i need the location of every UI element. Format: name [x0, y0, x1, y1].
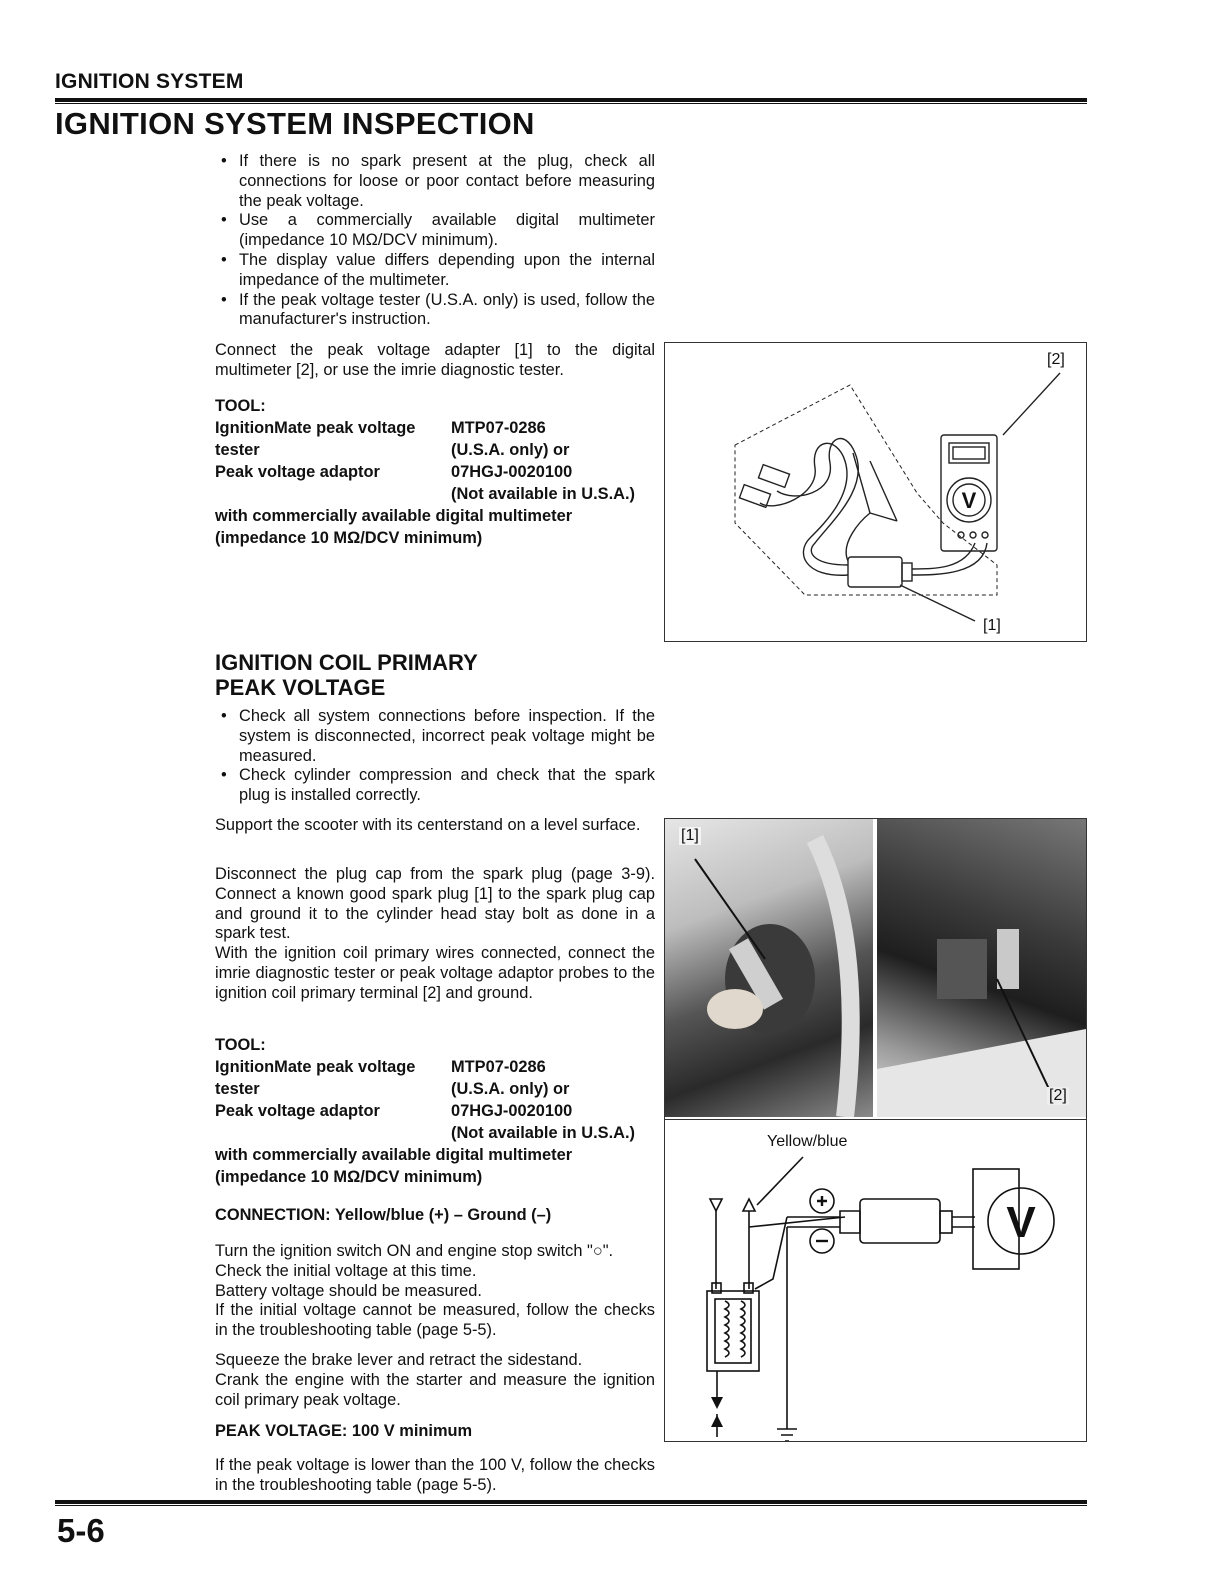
tool-number: MTP07-0286 [451, 1058, 546, 1076]
intro-bullet-list [215, 152, 655, 330]
coil-bullet-list [215, 707, 655, 806]
connection-spec: CONNECTION: Yellow/blue (+) – Ground (–) [215, 1206, 552, 1224]
tool-name: IgnitionMate peak voltage [215, 1058, 416, 1076]
text-line: Check the initial voltage at this time. [215, 1261, 477, 1280]
subsection-title-line: IGNITION COIL PRIMARY [215, 650, 478, 675]
photo-coil-terminal [877, 819, 1086, 1117]
connect-paragraph: Connect the peak voltage adapter [1] to the digital multimeter [2], or use the imrie diagnostic tester. [215, 341, 655, 379]
lower-paragraph: If the peak voltage is lower than the 100 V, follow the checks in the troubleshooting table (page 5-5). [215, 1456, 655, 1494]
tool-block-2 [215, 1034, 655, 1188]
text-line: Turn the ignition switch ON and engine stop switch "○". [215, 1242, 614, 1260]
list-item: • If there is no spark present at the plug, check all connections for loose or poor contact before measuring the peak voltage. [215, 152, 655, 211]
tool-name: tester [215, 441, 260, 459]
figure-label: [1] [681, 827, 699, 844]
tool-note: (U.S.A. only) or [451, 441, 570, 459]
disconnect-paragraph: Disconnect the plug cap from the spark plug (page 3-9). Connect a known good spark plug [1] to the spark plug cap and ground it to the cylinder head stay bolt as done in a spark test. [215, 865, 655, 943]
page-number: 5-6 [57, 1512, 105, 1549]
tool-note: (Not available in U.S.A.) [451, 485, 635, 503]
header-rule-thin [55, 103, 1087, 104]
figure-label: [1] [983, 617, 1001, 634]
squeeze-paragraph [215, 1351, 655, 1410]
text-line: Battery voltage should be measured. [215, 1281, 482, 1300]
tool-name: Peak voltage adaptor [215, 1102, 380, 1120]
list-item: • Use a commercially available digital multimeter (impedance 10 MΩ/DCV minimum). [215, 211, 655, 251]
list-item: • Check cylinder compression and check that the spark plug is installed correctly. [215, 766, 655, 806]
tool-note: with commercially available digital multimeter [215, 1146, 573, 1164]
tool-note: (impedance 10 MΩ/DCV minimum) [215, 529, 483, 547]
footer-rule [55, 1500, 1087, 1504]
list-item: • If the peak voltage tester (U.S.A. only) is used, follow the manufacturer's instruction. [215, 291, 655, 331]
multimeter-illustration [665, 343, 1086, 641]
text-line: Crank the engine with the starter and measure the ignition coil primary peak voltage. [215, 1370, 655, 1409]
tool-name: IgnitionMate peak voltage [215, 419, 416, 437]
subsection-title-line: PEAK VOLTAGE [215, 675, 386, 700]
tool-number: 07HGJ-0020100 [451, 463, 573, 481]
tool-note: (Not available in U.S.A.) [451, 1124, 635, 1142]
tool-name: Peak voltage adaptor [215, 463, 380, 481]
header-rule [55, 98, 1087, 102]
tool-heading: TOOL: [215, 1036, 266, 1054]
tool-note: (impedance 10 MΩ/DCV minimum) [215, 1168, 483, 1186]
tool-number: 07HGJ-0020100 [451, 1102, 573, 1120]
photo-coil-terminal-art [877, 819, 1086, 1117]
support-paragraph: Support the scooter with its centerstand on a level surface. [215, 816, 641, 834]
tool-number: MTP07-0286 [451, 419, 546, 437]
peak-voltage-spec: PEAK VOLTAGE: 100 V minimum [215, 1422, 473, 1440]
footer-rule-thin [55, 1505, 1087, 1506]
figure-label: [2] [1049, 1087, 1067, 1104]
tool-note: with commercially available digital multimeter [215, 507, 573, 525]
page-title: IGNITION SYSTEM INSPECTION [55, 106, 535, 141]
wire-label: Yellow/blue [767, 1133, 848, 1150]
figure-label: [2] [1047, 351, 1065, 368]
meter-letter: V [961, 488, 977, 513]
turn-paragraph [215, 1242, 655, 1341]
subsection-heading [215, 650, 655, 700]
list-item: • Check all system connections before inspection. If the system is disconnected, incorrect peak voltage might be measured. [215, 707, 655, 766]
section-header: IGNITION SYSTEM [55, 70, 244, 93]
text-line: If the initial voltage cannot be measured, follow the checks in the troubleshooting table (page 5-5). [215, 1301, 655, 1340]
tool-block-1 [215, 395, 655, 549]
figure-multimeter-adaptor [664, 342, 1087, 642]
meter-letter: V [1006, 1198, 1036, 1247]
text-line: Squeeze the brake lever and retract the sidestand. [215, 1351, 583, 1369]
figure-coil-test [664, 818, 1087, 1442]
with-paragraph: With the ignition coil primary wires connected, connect the imrie diagnostic tester or peak voltage adaptor probes to the ignition coil primary terminal [2] and ground. [215, 944, 655, 1002]
photo-spark-plug-art [665, 819, 873, 1117]
tool-heading: TOOL: [215, 397, 266, 415]
photo-spark-plug [665, 819, 873, 1117]
coil-test-schematic [665, 1119, 1086, 1441]
tool-note: (U.S.A. only) or [451, 1080, 570, 1098]
list-item: • The display value differs depending upon the internal impedance of the multimeter. [215, 251, 655, 291]
tool-name: tester [215, 1080, 260, 1098]
